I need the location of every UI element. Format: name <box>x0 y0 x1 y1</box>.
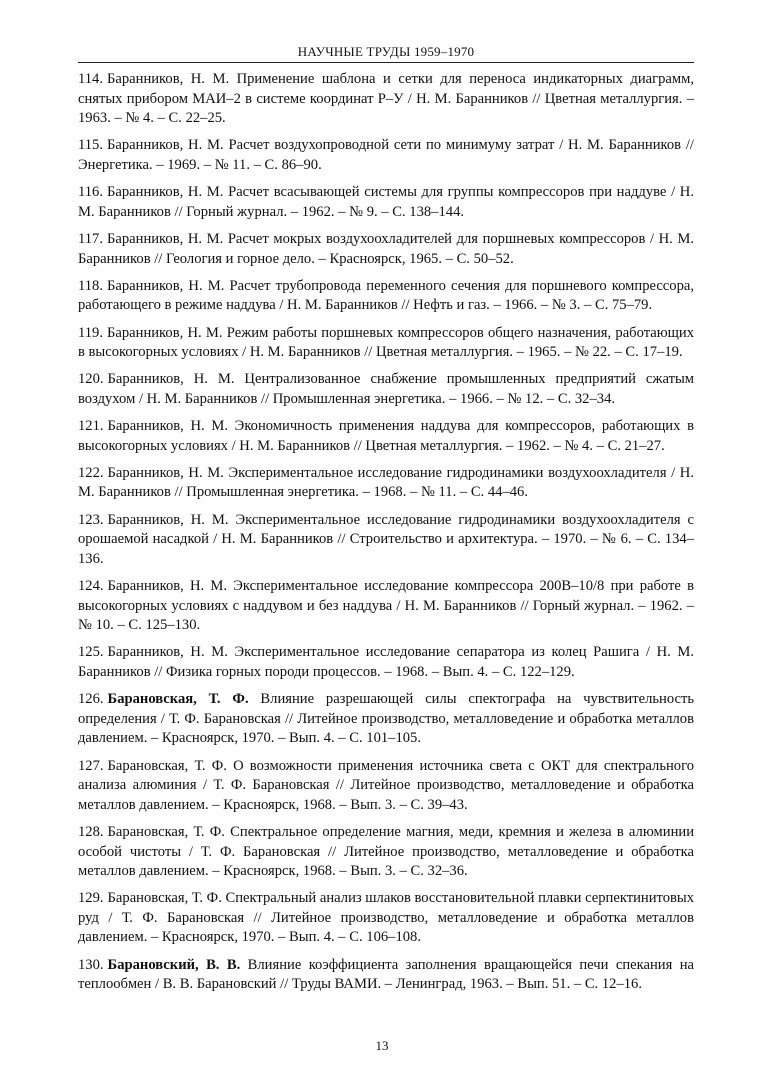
bibliography-entry: 126. Барановская, Т. Ф. Влияние разрешающей силы спектографа на чувствительность определения / Т. Ф. Барановская // Литейное производство, металловедение и обработка металлов давлением. – Красноярск, 1970. – Вып. 4. – С. 101–105. <box>78 691 694 747</box>
entry-author-bold: Барановский, В. В. <box>107 956 241 973</box>
bibliography-entry: 129. Барановская, Т. Ф. Спектральный анализ шлаков восстановительной плавки серпектинитовых руд / Т. Ф. Барановская // Литейное производство, металловедение и обработка металлов давлением. – Красноярск, 1970. – Вып. 4. – С. 106–108. <box>78 890 694 946</box>
page-number: 13 <box>375 1038 389 1053</box>
bibliography-entry: 123. Баранников, Н. М. Экспериментальное исследование гидродинамики воздухоохладителя с орошаемой насадкой / Н. М. Баранников // Строительство и архитектура. – 1970. – № 6. – С. 134–136. <box>78 511 694 567</box>
bibliography-entry: 117. Баранников, Н. М. Расчет мокрых воздухоохладителей для поршневых компрессоров / Н. М. Баранников // Геология и горное дело. – Красноярск, 1965. – С. 50–52. <box>78 230 694 267</box>
bibliography-entry: 115. Баранников, Н. М. Расчет воздухопроводной сети по минимуму затрат / Н. М. Баранников // Энергетика. – 1969. – № 11. – С. 86–90. <box>78 137 694 173</box>
bibliography-entry: 130. Барановский, В. В. Влияние коэффициента заполнения вращающейся печи спекания на теплообмен / В. В. Барановский // Труды ВАМИ. – Ленинград, 1963. – Вып. 51. – С. 12–16. <box>78 956 694 993</box>
bibliography-entry: 124. Баранников, Н. М. Экспериментальное исследование компрессора 200В–10/8 при работе в высокогорных условиях с наддувом и без наддува / Н. М. Баранников // Горный журнал. – 1962. – № 10. – С. 125–130. <box>78 578 694 634</box>
bibliography-entry: 128. Барановская, Т. Ф. Спектральное определение магния, меди, кремния и железа в алюминии особой чистоты / Т. Ф. Барановская // Литейное производство, металловедение и обработка металлов давлением. – Красноярск, 1968. – Вып. 3. – С. 32–36. <box>78 823 694 880</box>
running-header: НАУЧНЫЕ ТРУДЫ 1959–1970 <box>297 44 475 59</box>
bibliography-entry: 122. Баранников, Н. М. Экспериментальное исследование гидродинамики воздухоохладителя / Н. М. Баранников // Промышленная энергетика. – 1968. – № 11. – С. 44–46. <box>78 464 694 501</box>
bibliography-entry: 120. Баранников, Н. М. Централизованное снабжение промышленных предприятий сжатым воздухом / Н. М. Баранников // Промышленная энергетика. – 1966. – № 12. – С. 32–34. <box>78 371 694 407</box>
bibliography-entry: 118. Баранников, Н. М. Расчет трубопровода переменного сечения для поршневого компрессора, работающего в режиме наддува / Н. М. Баранников // Нефть и газ. – 1966. – № 3. – С. 75–79. <box>78 277 694 314</box>
bibliography-entry: 119. Баранников, Н. М. Режим работы поршневых компрессоров общего назначения, работающих в высокогорных условиях / Н. М. Баранников // Цветная металлургия. – 1965. – № 22. – С. 17–19. <box>78 324 694 361</box>
bibliography-entry: 121. Баранников, Н. М. Экономичность применения наддува для компрессоров, работающих в высокогорных условиях / Н. М. Баранников // Цветная металлургия. – 1962. – № 4. – С. 21–27. <box>78 418 694 454</box>
bibliography-entry: 125. Баранников, Н. М. Экспериментальное исследование сепаратора из колец Рашига / Н. М. Баранников // Физика горных породи процессов. – 1968. – Вып. 4. – С. 122–129. <box>78 644 694 680</box>
bibliography-entry: 127. Барановская, Т. Ф. О возможности применения источника света с ОКТ для спектрального анализа алюминия / Т. Ф. Барановская // Литейное производство, металловедение и обработка металлов давлением. – Красноярск, 1968. – Вып. 3. – С. 39–43. <box>78 757 694 813</box>
bibliography-list <box>78 70 694 1002</box>
header-rule <box>78 62 694 63</box>
bibliography-entry: 114. Баранников, Н. М. Применение шаблона и сетки для переноса индикаторных диаграмм, снятых прибором МАИ–2 в системе координат Р–У / Н. М. Баранников // Цветная металлургия. – 1963. – № 4. – С. 22–25. <box>78 71 694 127</box>
bibliography-entry: 116. Баранников, Н. М. Расчет всасывающей системы для группы компрессоров при наддуве / Н. М. Баранников // Горный журнал. – 1962. – № 9. – С. 138–144. <box>78 184 694 220</box>
entry-author-bold: Барановская, Т. Ф. <box>107 691 249 708</box>
